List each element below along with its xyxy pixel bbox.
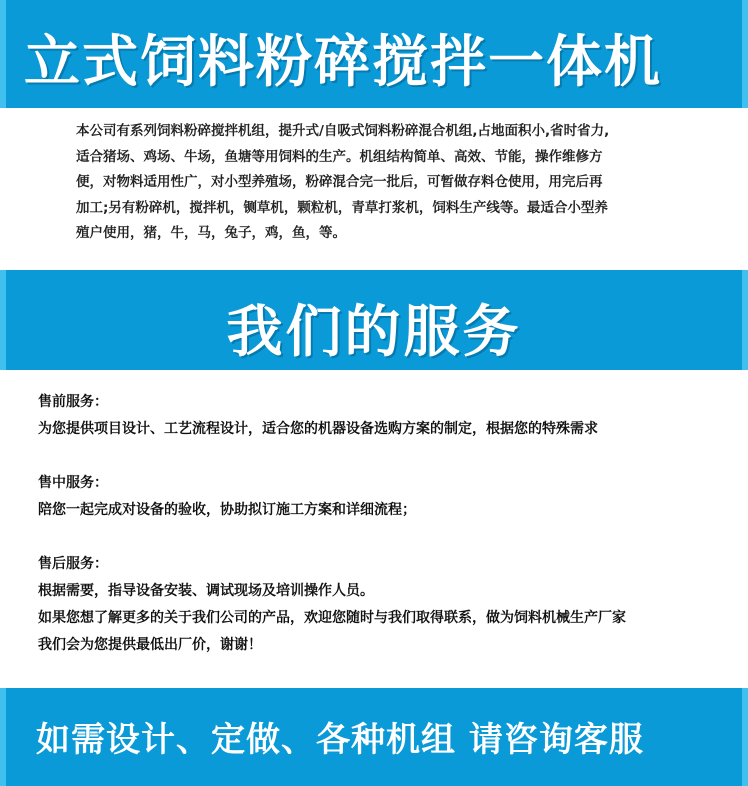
top-title-banner (0, 0, 748, 108)
after-sale-text: 根据需要，指导设备安装、调试现场及培训操作人员。 (38, 583, 374, 599)
company-intro (76, 119, 676, 247)
pre-sale-text: 为您提供项目设计、工艺流程设计，适合您的机器设备选购方案的制定，根据您的特殊需求 (38, 421, 598, 437)
pre-sale-heading: 售前服务： (38, 394, 108, 410)
after-sale-heading: 售后服务： (38, 556, 108, 572)
intro-line: 殖户使用，猪，牛，马，兔子，鸡，鱼，等。 (76, 225, 346, 241)
service-title-banner (0, 270, 748, 370)
bottom-cta-banner (0, 688, 748, 786)
consult-cta-text: 如需设计、定做、各种机组 请咨询客服 (36, 720, 644, 760)
contact-line: 我们会为您提供最低出厂价，谢谢！ (38, 637, 262, 653)
intro-line: 本公司有系列饲料粉碎搅拌机组，提升式/自吸式饲料粉碎混合机组,占地面积小,省时省力, (76, 123, 610, 139)
service-title: 我们的服务 (226, 300, 522, 365)
in-sale-text: 陪您一起完成对设备的验收，协助拟订施工方案和详细流程； (38, 502, 416, 518)
services-section (38, 389, 728, 659)
intro-line: 便，对物料适用性广，对小型养殖场，粉碎混合完一批后，可暂做存料仓使用，用完后再 (76, 174, 603, 190)
contact-line: 如果您想了解更多的关于我们公司的产品，欢迎您随时与我们取得联系，做为饲料机械生产厂家 (38, 610, 626, 626)
intro-line: 加工;另有粉碎机，搅拌机，铡草机，颗粒机，青草打浆机，饲料生产线等。最适合小型养 (76, 199, 608, 216)
intro-line: 适合猪场、鸡场、牛场，鱼塘等用饲料的生产。机组结构简单、高效、节能，操作维修方 (76, 148, 603, 165)
product-title: 立式饲料粉碎搅拌一体机 (24, 30, 662, 95)
in-sale-heading: 售中服务： (38, 475, 108, 491)
